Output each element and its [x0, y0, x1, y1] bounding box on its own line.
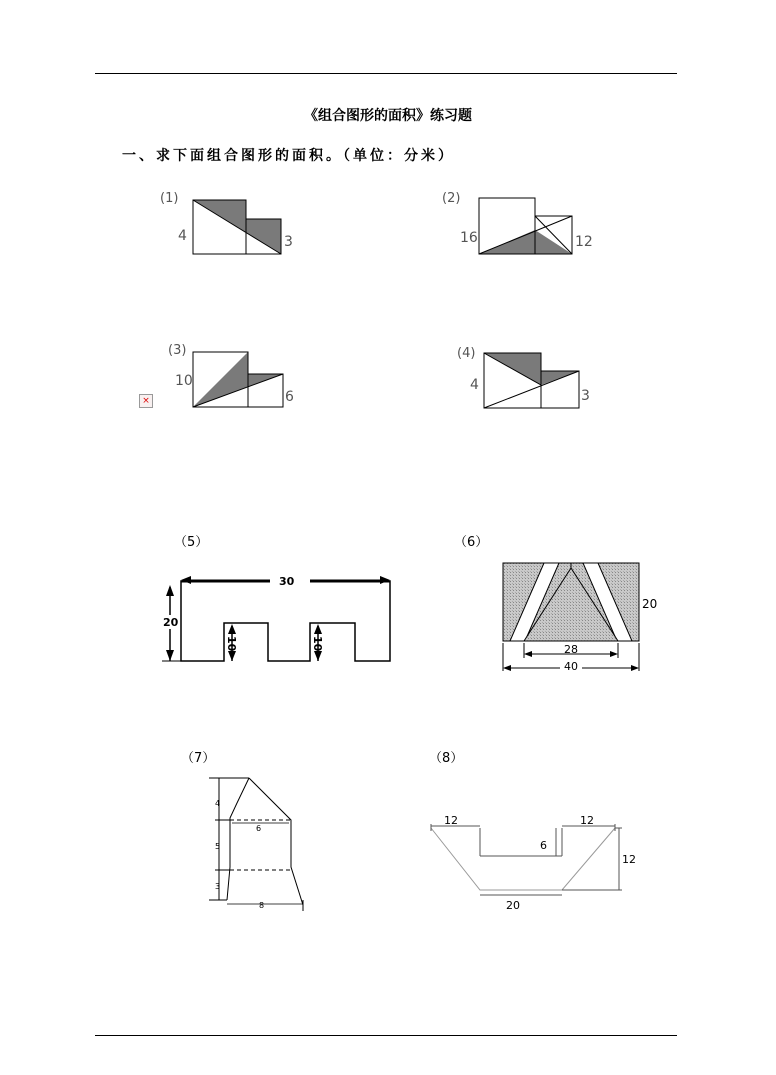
figure-1-label: (1) — [160, 191, 179, 206]
broken-image-icon: × — [139, 394, 153, 408]
figure-1-dim-b: 3 — [284, 234, 293, 250]
figure-8-dim-left: 12 — [444, 814, 458, 827]
figure-3 — [165, 340, 305, 412]
figure-5 — [160, 530, 400, 670]
figure-5-dim-notch-1: 10 — [225, 636, 238, 652]
figure-2-dim-b: 12 — [575, 234, 593, 250]
figure-4-dim-a: 4 — [470, 377, 479, 393]
figure-3-label: (3) — [168, 343, 187, 358]
figure-4-label: (4) — [457, 346, 476, 361]
figure-8-dim-depth: 6 — [540, 839, 547, 852]
figure-4-dim-b: 3 — [581, 388, 590, 404]
figure-2-label: (2) — [442, 191, 461, 206]
figure-3-dim-a: 10 — [175, 373, 193, 389]
figure-7-dim-a: 4 — [215, 799, 221, 808]
figure-6-dim-height: 20 — [642, 597, 658, 611]
section-heading: 一、求下面组合图形的面积。（单位：分米） — [122, 148, 455, 164]
figure-2 — [440, 188, 600, 260]
figure-5-dim-notch-2: 10 — [311, 636, 324, 652]
figure-3-dim-b: 6 — [285, 389, 294, 405]
figure-6-label: （6） — [454, 535, 489, 550]
figure-6 — [450, 530, 665, 675]
page-title: 《组合图形的面积》练习题 — [304, 108, 472, 124]
figure-7-dim-b: 6 — [256, 824, 262, 833]
figure-8-dim-bottom: 20 — [506, 899, 520, 912]
figure-8 — [420, 745, 640, 915]
figure-7-dim-d: 3 — [215, 882, 221, 891]
figure-7-label: （7） — [181, 751, 216, 766]
figure-4 — [455, 343, 600, 415]
figure-5-dim-height: 20 — [163, 616, 179, 629]
figure-1 — [160, 188, 300, 260]
figure-5-dim-width: 30 — [279, 575, 295, 588]
figure-8-dim-height: 12 — [622, 853, 636, 866]
figure-6-dim-outer: 40 — [564, 660, 578, 673]
figure-6-dim-inner: 28 — [564, 643, 578, 656]
figure-7-dim-c: 5 — [215, 842, 221, 851]
figure-7-dim-e: 8 — [259, 901, 265, 910]
figure-7 — [175, 745, 315, 915]
figure-5-label: （5） — [174, 535, 209, 550]
figure-1-dim-a: 4 — [178, 228, 187, 244]
top-rule — [95, 73, 677, 74]
figure-8-dim-right: 12 — [580, 814, 594, 827]
figure-8-label: （8） — [429, 751, 464, 766]
bottom-rule — [95, 1035, 677, 1036]
figure-2-dim-a: 16 — [460, 230, 478, 246]
